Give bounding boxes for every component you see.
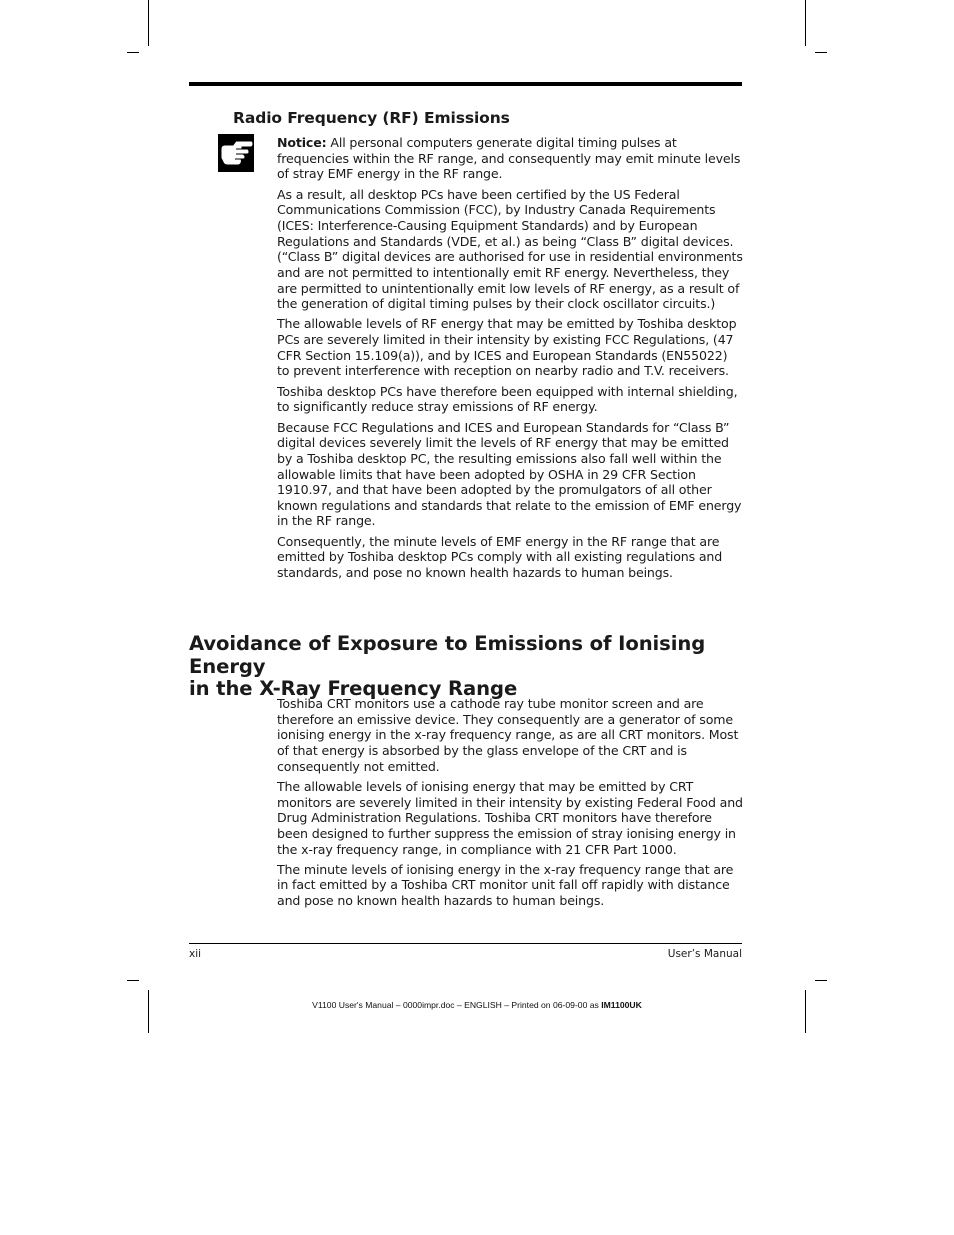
rf-paragraph: Because FCC Regulations and ICES and European Standards for “Class B” digital devices severely limit the levels of RF energy that may be emitted by a Toshiba desktop PC, the resulting emissions also fall well within the allowable limits that have been adopted by OSHA in 29 CFR Section 1910.97, and that have been adopted by the promulgators of all other known regulations and standards that relate to the emission of EMF energy in the RF range. (277, 419, 742, 529)
crop-mark (805, 0, 806, 46)
notice-paragraph (277, 135, 743, 182)
print-info-code: IM1100UK (601, 1000, 642, 1010)
crop-mark (815, 52, 827, 53)
pointing-hand-icon (218, 134, 254, 172)
xray-section-heading (189, 633, 749, 701)
xray-paragraph: Toshiba CRT monitors use a cathode ray tube monitor screen and are therefore an emissive device. They consequently are a generator of some ionising energy in the x-ray frequency range, as are all CRT monitors. Most of that energy is absorbed by the glass envelope of the CRT and is consequently not emitted. (277, 696, 739, 774)
rf-paragraph: Toshiba desktop PCs have therefore been equipped with internal shielding, to significantly reduce stray emissions of RF energy. (277, 383, 738, 415)
footer-manual-name: User’s Manual (667, 948, 742, 960)
crop-mark (805, 990, 806, 1033)
rf-section-heading: Radio Frequency (RF) Emissions (233, 109, 510, 127)
bottom-rule (189, 943, 742, 944)
xray-heading-line-2: in the X-Ray Frequency Range (189, 677, 518, 700)
notice-text: All personal computers generate digital timing pulses at frequencies within the RF range, and consequently may emit minute levels of stray EMF energy in the RF range. (277, 135, 741, 182)
xray-paragraph: The allowable levels of ionising energy that may be emitted by CRT monitors are severely limited in their intensity by existing Federal Food and Drug Administration Regulations. Toshiba CRT monitors have therefore been designed to further suppress the emission of stray ionising energy in the x-ray frequency range, in compliance with 21 CFR Part 1000. (277, 778, 743, 857)
page-number: xii (189, 948, 202, 960)
rf-paragraph: As a result, all desktop PCs have been certified by the US Federal Communications Commission (FCC), by Industry Canada Requirements (ICES: Interference-Causing Equipment Standards) and by European Regulations and Standards (VDE, et al.) as being “Class B” digital devices. (“Class B” digital devices are authorised for use in residential environments and are not permitted to intentionally emit RF energy. Nevertheless, they are permitted to unintentionally emit low levels of RF energy, as a result of the generation of digital timing pulses by their clock oscillator circuits.) (277, 186, 743, 312)
crop-mark (148, 990, 149, 1033)
crop-mark (127, 980, 139, 981)
rf-paragraph: Consequently, the minute levels of EMF energy in the RF range that are emitted by Toshiba desktop PCs comply with all existing regulations and standards, and pose no known health hazards to human beings. (277, 533, 723, 581)
xray-paragraph: The minute levels of ionising energy in the x-ray frequency range that are in fact emitted by a Toshiba CRT monitor unit fall off rapidly with distance and pose no known health hazards to human beings. (277, 861, 734, 909)
xray-section-body (277, 696, 743, 913)
top-rule (189, 82, 742, 86)
notice-label: Notice: (277, 135, 327, 150)
print-info (0, 1000, 954, 1010)
crop-mark (148, 0, 149, 46)
crop-mark (815, 980, 827, 981)
xray-heading-line-1: Avoidance of Exposure to Emissions of Ionising Energy (189, 632, 706, 678)
print-info-text: V1100 User's Manual – 0000impr.doc – ENGLISH – Printed on 06-09-00 as (312, 1000, 599, 1010)
rf-paragraph: The allowable levels of RF energy that may be emitted by Toshiba desktop PCs are severely limited in their intensity by existing FCC Regulations, (47 CFR Section 15.109(a)), and by ICES and European Standards (EN55022) to prevent interference with reception on nearby radio and T.V. receivers. (277, 316, 737, 379)
rf-section-body (277, 135, 743, 585)
crop-mark (127, 52, 139, 53)
